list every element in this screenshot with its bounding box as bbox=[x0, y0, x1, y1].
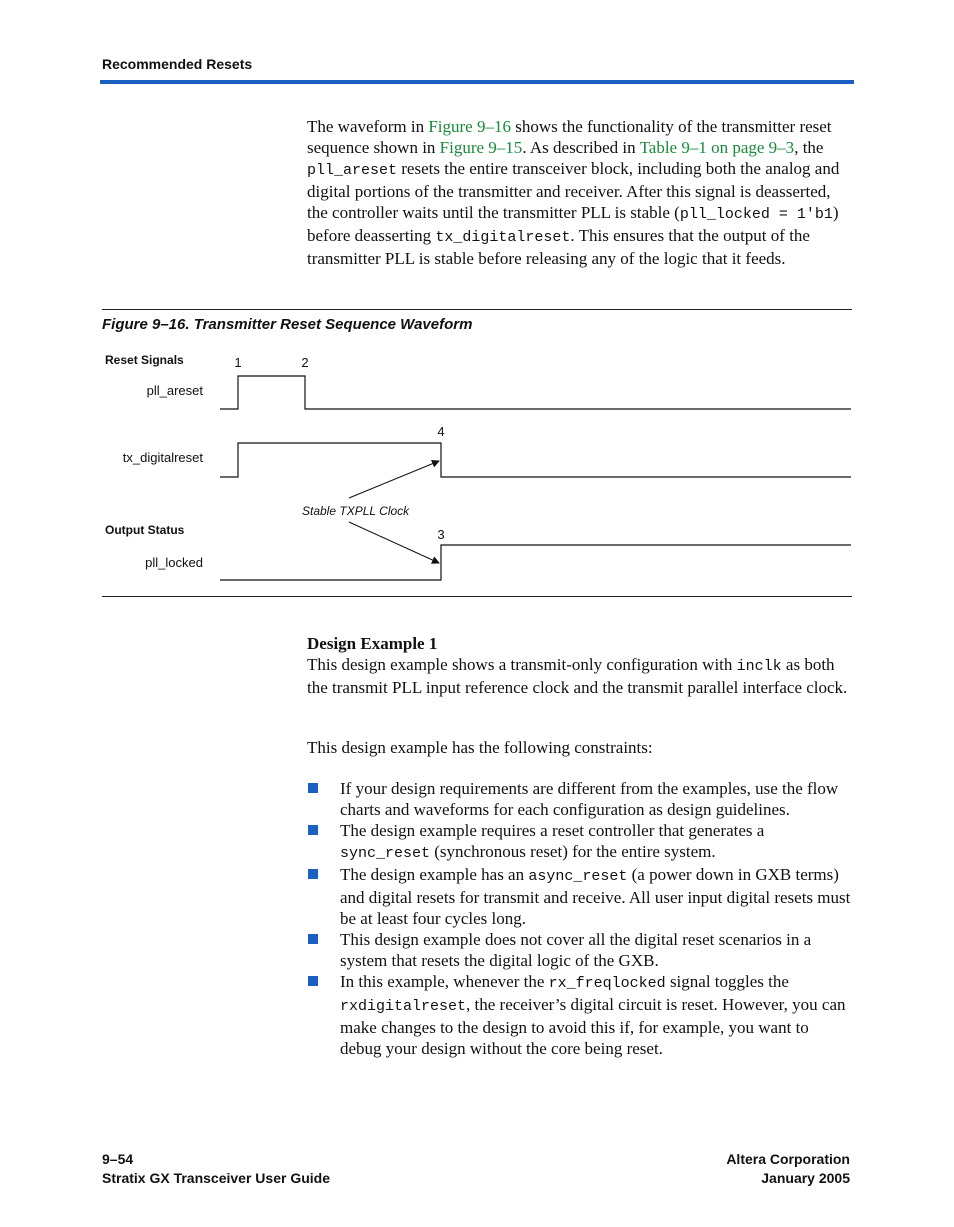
annotation-arrow-to-pll-locked bbox=[349, 522, 439, 563]
output-status-label: Output Status bbox=[105, 523, 185, 537]
bullet-text: In this example, whenever the bbox=[340, 972, 549, 991]
bullet-text: signal toggles the bbox=[665, 972, 789, 991]
design-example-paragraph bbox=[307, 654, 852, 698]
signal-label-pll-areset: pll_areset bbox=[146, 383, 203, 398]
annotation-arrow-to-tx-digitalreset bbox=[349, 461, 439, 498]
footer-left bbox=[102, 1150, 330, 1188]
reset-signals-label: Reset Signals bbox=[105, 353, 184, 367]
bullet-text: The design example requires a reset controller that generates a bbox=[340, 821, 765, 840]
waveform-pll-locked bbox=[220, 545, 851, 580]
intro-text: ) before deasserting bbox=[307, 203, 839, 245]
bullet-text: The design example has an bbox=[340, 865, 529, 884]
code-sync-reset: sync_reset bbox=[340, 845, 431, 862]
intro-text: , the bbox=[794, 138, 824, 157]
intro-text: shows the functionality of the transmitter reset sequence shown in bbox=[307, 117, 832, 157]
marker-1: 1 bbox=[234, 355, 242, 370]
intro-text: The waveform in bbox=[307, 117, 429, 136]
code-tx-digitalreset: tx_digitalreset bbox=[435, 229, 571, 246]
constraints-intro: This design example has the following constraints: bbox=[307, 738, 653, 757]
signal-label-pll-locked: pll_locked bbox=[145, 555, 203, 570]
design-text: as both the transmit PLL input reference clock and the transmit parallel interface clock. bbox=[307, 655, 848, 697]
list-item bbox=[307, 971, 852, 1059]
code-inclk: inclk bbox=[736, 658, 782, 675]
bullet-square-icon bbox=[308, 976, 318, 986]
running-header: Recommended Resets bbox=[102, 56, 253, 72]
company-name: Altera Corporation bbox=[726, 1151, 850, 1167]
waveform-diagram bbox=[0, 340, 954, 600]
figure-caption: Figure 9–16. Transmitter Reset Sequence Waveform bbox=[102, 316, 473, 333]
header-rule bbox=[100, 80, 854, 84]
code-async-reset: async_reset bbox=[528, 868, 628, 885]
figure-top-rule bbox=[102, 309, 852, 310]
annotation-stable-txpll-clock: Stable TXPLL Clock bbox=[302, 504, 410, 518]
constraints-list bbox=[307, 778, 852, 1059]
figure-bottom-rule bbox=[102, 596, 852, 597]
bullet-square-icon bbox=[308, 934, 318, 944]
bullet-text: If your design requirements are different from the examples, use the flow charts and waveforms for each configuration as design guidelines. bbox=[340, 779, 839, 819]
list-item bbox=[307, 864, 852, 929]
section-heading: Design Example 1 bbox=[307, 634, 438, 653]
intro-text: resets the entire transceiver block, including both the analog and digital portions of the transmitter and receiver. After this signal is deasserted, the controller waits until the transmitter PLL is stable ( bbox=[307, 159, 840, 222]
publication-date: January 2005 bbox=[761, 1170, 850, 1186]
design-text: This design example shows a transmit-only configuration with bbox=[307, 655, 737, 674]
marker-3: 3 bbox=[437, 527, 445, 542]
list-item bbox=[307, 778, 852, 820]
bullet-text: This design example does not cover all the digital reset scenarios in a system that resets the digital logic of the GXB. bbox=[340, 930, 812, 970]
signal-label-tx-digitalreset: tx_digitalreset bbox=[122, 450, 203, 465]
bullet-square-icon bbox=[308, 825, 318, 835]
bullet-text: , the receiver’s digital circuit is reset. However, you can make changes to the design to avoid this if, for example, you want to debug your design without the core being reset. bbox=[340, 995, 846, 1058]
bullet-square-icon bbox=[308, 869, 318, 879]
marker-4: 4 bbox=[437, 424, 445, 439]
code-rxdigitalreset: rxdigitalreset bbox=[340, 998, 467, 1015]
bullet-text: (a power down in GXB terms) and digital resets for transmit and receive. All user input digital resets must be at least four cycles long. bbox=[340, 865, 851, 928]
bullet-square-icon bbox=[308, 783, 318, 793]
page-number: 9–54 bbox=[102, 1151, 134, 1167]
code-pll-areset: pll_areset bbox=[307, 162, 398, 179]
bullet-text: (synchronous reset) for the entire system. bbox=[430, 842, 716, 861]
code-rx-freqlocked: rx_freqlocked bbox=[548, 975, 666, 992]
list-item bbox=[307, 820, 852, 864]
intro-text: . This ensures that the output of the transmitter PLL is stable before releasing any of the logic that it feeds. bbox=[307, 226, 810, 268]
intro-paragraph bbox=[307, 116, 852, 269]
waveform-tx-digitalreset bbox=[220, 443, 851, 477]
footer-right bbox=[726, 1150, 850, 1188]
table-9-1-link[interactable]: Table 9–1 on page 9–3 bbox=[639, 138, 795, 157]
intro-text: . As described in bbox=[522, 138, 640, 157]
figure-9-15-link[interactable]: Figure 9–15 bbox=[439, 138, 523, 157]
code-pll-locked: pll_locked = 1'b1 bbox=[679, 206, 833, 223]
waveform-pll-areset bbox=[220, 376, 851, 409]
guide-title: Stratix GX Transceiver User Guide bbox=[102, 1170, 330, 1186]
list-item bbox=[307, 929, 852, 971]
figure-9-16-link[interactable]: Figure 9–16 bbox=[428, 117, 511, 136]
marker-2: 2 bbox=[301, 355, 309, 370]
